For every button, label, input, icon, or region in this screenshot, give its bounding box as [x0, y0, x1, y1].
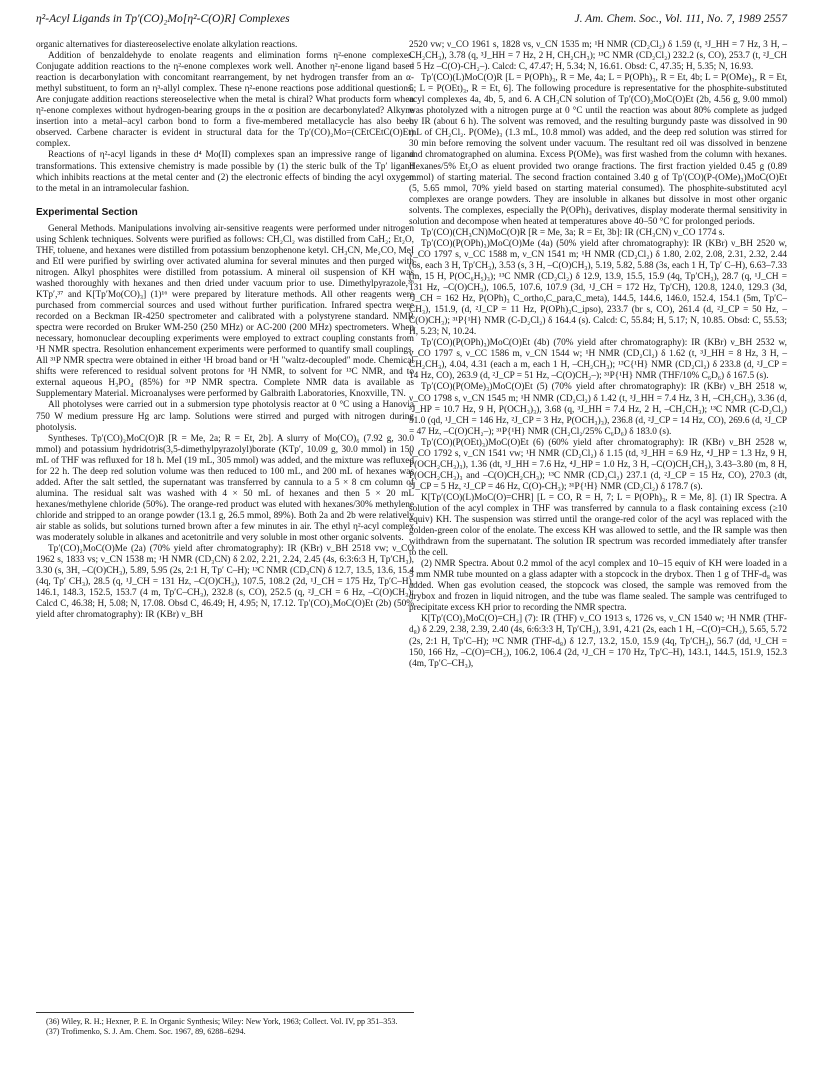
section-title: Experimental Section — [36, 206, 138, 218]
experimental-paragraph: Tp′(CO)₂MoC(O)Me (2a) (70% yield after chromatography): IR (KBr) ν_BH 2518 vw; ν_CO 1962 s, 1833 vs; ν_CN 1538 m; ¹H NMR (CD₃CN) δ 2.02, 2.21, 2.24, 2.45 (4s, 6:3:6:3 H, Tp′CH₃), 3.30 (s, 3H, –C(O)CH₃), 5.89, 5.95 (2s, 2:1 H, Tp′ C–H); ¹³C NMR (CD₃CN) δ 12.7, 13.5, 13.6, 15.4 (4q, Tp′ CH₃), 28.5 (q, ¹J_CH = 131 Hz, –C(O)CH₃), 107.5, 108.2 (2d, ¹J_CH = 175 Hz, Tp′C–H), 146.1, 148.3, 152.5, 153.7 (4 m, Tp′C–CH₃), 232.8 (s, CO), 252.5 (q, ²J_CH = 6 Hz, –C(O)CH₃); Calcd C, 46.38; H, 5.08; N, 17.08. Obsd C, 46.49; H, 4.95; N, 17.12. Tp′(CO)₂MoC(O)Et (2b) (50% yield after chromatography): IR (KBr) ν_BH — [36, 544, 414, 621]
footnotes — [36, 1012, 414, 1036]
body-paragraph: K[Tp′(CO)₂MoC(O)=CH₂] (7): IR (THF) ν_CO 1913 s, 1726 vs, ν_CN 1540 w; ¹H NMR (THF-d₈) δ 2.29, 2.38, 2.39, 2.40 (4s, 6:6:3:3 H, Tp′CH₃), 3.91, 4.21 (2s, each 1 H, –C(O)=CH₂), 5.65, 5.72 (2s, 2:1 H, Tp′C–H); ¹³C NMR (THF-d₈) δ 12.7, 13.2, 15.0, 15.9 (4q, Tp′CH₃), 56.7 (dd, ¹J_CH = 150, 166 Hz, –C(O)=CH₂), 106.2, 106.4 (2d, ¹J_CH = 170 Hz, Tp′C–H), 143.1, 144.5, 151.9, 152.3 (4m, Tp′C–CH₃), — [409, 614, 787, 669]
body-paragraph: Tp′(CO)(P(OPh)₃)MoC(O)Et (4b) (70% yield after chromatography): IR (KBr) ν_BH 2532 w, ν_CO 1797 s, ν_CC 1586 m, ν_CN 1544 w; ¹H NMR (CD₂Cl₂) δ 1.62 (t, ³J_HH = 8 Hz, 3 H, –CH₂CH₃), 4.04, 4.31 (each a m, each 1 H, –CH₂CH₃); ¹³C{¹H} NMR (CD₂Cl₂) δ 233.8 (d, ²J_CP = 14 Hz, CO), 263.9 (d, ²J_CP = 51 Hz, –C(O)CH₂–); ³¹P{¹H} NMR (THF/10% C₆D₆) δ 167.5 (s). — [409, 338, 787, 382]
experimental-paragraph: All photolyses were carried out in a submersion type photolysis reactor at 0 °C using a Hanovia 750 W medium pressure Hg arc lamp. Solutions were stirred and purged with nitrogen during photolysis. — [36, 400, 414, 433]
intro-paragraph: Reactions of η²-acyl ligands in these d⁴ Mo(II) complexes span an impressive range of ligand transformations. This extensive chemistry is made possible by (1) the steric bulk of the Tp′ ligand which inhibits reactions at the metal center and (2) the electronic effects of binding the acyl oxygen to the metal in an intramolecular fashion. — [36, 150, 414, 194]
footnote: (36) Wiley, R. H.; Hexner, P. E. In Organic Synthesis; Wiley: New York, 1963; Collect. Vol. IV, pp 351–353. — [46, 1017, 398, 1026]
body-paragraph: (2) NMR Spectra. About 0.2 mmol of the acyl complex and 10–15 equiv of KH were loaded in a 5 mm NMR tube mounted on a glass adapter with a stopcock in the drybox. Then 1 g of THF-d₈ was added. When gas evolution ceased, the stopcock was closed, the sample was removed from the drybox and frozen in liquid nitrogen, and the tube was flame sealed. The sample was centrifuged to precipitate excess KH prior to recording the NMR spectra. — [409, 559, 787, 614]
intro-paragraph: Addition of benzaldehyde to enolate reagents and elimination forms η²-enone complexes. Conjugate addition reactions to the η²-enone complexes work well. Another η²-enone ligand based reaction is decarbonylation with concomitant rearrangement, by net hydrogen transfer from an α-methyl substituent, to form an η³-allyl complex. These η²-enone reactions pose additional questions. Are conjugate addition reactions stereoselective when the metal is chiral? What products form when η²-enone complexes without hydrogen-bearing groups in the α position are decarbonylated? Alkyne insertion into a metal–acyl carbon bond to form a five-membered metallacycle has also been observed. Carbene character is evident in structural data for the Tp′(CO)₂Mo=(CEtCEtC(O)Et) complex. — [36, 51, 414, 150]
running-header — [36, 12, 787, 28]
footnote: (37) Trofimenko, S. J. Am. Chem. Soc. 1967, 89, 6288–6294. — [46, 1026, 246, 1036]
left-column — [36, 40, 414, 621]
intro-paragraph: organic alternatives for diastereoselective enolate alkylation reactions. — [36, 40, 298, 50]
body-paragraph: Tp′(CO)(CH₃CN)MoC(O)R [R = Me, 3a; R = Et, 3b]: IR (CH₃CN) ν_CO 1774 s. — [421, 227, 725, 238]
header-title: η²-Acyl Ligands in Tp′(CO)₂Mo[η²-C(O)R] Complexes — [36, 12, 290, 25]
body-paragraph: K[Tp′(CO)(L)MoC(O)=CHR] [L = CO, R = H, 7; L = P(OPh)₃, R = Me, 8]. (1) IR Spectra. A solution of the acyl complex in THF was transferred by cannula to a flask containing excess (≥10 equiv) KH. The suspension was stirred until the orange-red color of the acyl was replaced with the golden-green color of the enolate. The excess KH was allowed to settle, and the IR sample was then withdrawn from the supernatant. The solution IR spectrum was recorded immediately after transfer to the cell. — [409, 492, 787, 559]
experimental-paragraph: General Methods. Manipulations involving air-sensitive reagents were performed under nitrogen using Schlenk techniques. Solvents were purified as follows: CH₂Cl₂ was distilled from CaH₂; Et₂O, THF, toluene, and hexanes were distilled from potassium benzophenone ketyl. CH₃CN, Me₂CO, MeI and EtI were purified by swirling over activated alumina for several minutes and then purged with nitrogen. Alkyl phosphites were distilled from potassium. A mineral oil suspension of KH was washed thoroughly with hexanes and then dried under vacuum prior to use. Dimethylpyrazole,³⁶ KTp′,³⁷ and K[Tp′Mo(CO)₃] (1)¹⁶ were prepared by literature methods. All other reagents were purchased from commercial sources and used without further purification. Infrared spectra were recorded on a Beckman IR-4250 spectrometer and calibrated with a polystyrene standard. NMR spectra were recorded on Bruker WM-250 (250 MHz) or AC-200 (200 MHz) spectrometers. When necessary, homonuclear decoupling experiments were employed to extract coupling constants from ¹H NMR spectra. Resolution enhancement experiments were performed to quantify small couplings. All ³¹P NMR spectra were obtained in either ¹H broad band or ¹H "waltz-decoupled" mode. Chemical shifts were referenced to residual solvent protons for ¹H NMR, to solvent for ¹³C NMR, and to external aqueous H₃PO₄ (85%) for ³¹P NMR spectra. Complete NMR data is available as Supplementary Material. Microanalyses were performed by Galbraith Laboratories, Knoxville, TN. — [36, 223, 414, 400]
body-paragraph: 2520 vw; ν_CO 1961 s, 1828 vs, ν_CN 1535 m; ¹H NMR (CD₂Cl₂) δ 1.59 (t, ³J_HH = 7 Hz, 3 H, –CH₂CH₃), 3.78 (q, ³J_HH = 7 Hz, 2 H, CH₂CH₃); ¹³C NMR (CD₂Cl₂) 232.2 (s, CO), 253.7 (t, ²J_CH = 5 Hz –C(O)-CH₂–). Calcd: C, 47.47; H, 5.34; N, 16.61. Obsd: C, 47.35; H, 5.35; N, 16.93. — [409, 40, 787, 73]
body-paragraph: Tp′(CO)(P(OEt)₃)MoC(O)Et (6) (60% yield after chromatography): IR (KBr) ν_BH 2528 w, ν_CO 1792 s, ν_CN 1541 vw; ¹H NMR (CD₂Cl₂) δ 1.15 (td, ³J_HH = 6.9 Hz, ⁴J_HP = 1.3 Hz, 9 H, P(OCH₂CH₃)₃), 1.36 (dt, ³J_HH = 7.6 Hz, ⁴J_HP = 1.0 Hz, 3 H, –C(O)CH₂CH₃), 3.43–3.80 (m, 8 H, P(OCH₂CH₃)₃ and –C(O)CH₂CH₃); ¹³C NMR (CD₂Cl₂) 237.1 (d, ²J_CP = 15 Hz, CO), 270.3 (dt, ²J_CP = 5 Hz, ²J_CP = 46 Hz, C(O)-CH₃); ³¹P{¹H} NMR (CD₂Cl₂) δ 178.7 (s). — [409, 437, 787, 492]
header-journal: J. Am. Chem. Soc., Vol. 111, No. 7, 1989 2557 — [574, 12, 787, 25]
right-column — [409, 40, 787, 670]
body-paragraph: Tp′(CO)(P(OPh)₃)MoC(O)Me (4a) (50% yield after chromatography): IR (KBr) ν_BH 2520 w, ν_CO 1797 s, ν_CC 1588 m, ν_CN 1541 m; ¹H NMR (CD₂Cl₂) δ 1.80, 2.02, 2.08, 2.31, 2.32, 2.44 (6s, each 3 H, Tp′CH₃), 3.53 (s, 3 H, –C(O)CH₃), 5.19, 5.82, 5.88 (3s, each 1 H, Tp′ C–H), 6.63–7.33 (m, 15 H, P(OC₆H₅)₃); ¹³C NMR (CD₂Cl₂) δ 12.9, 13.9, 15.5, 15.9 (4q, Tp′CH₃), 28.7 (q, ¹J_CH = 131 Hz, –C(O)CH₃), 106.5, 107.6, 107.9 (3d, ¹J_CH = 172 Hz, Tp′CH), 120.8, 124.0, 129.3 (3d, ¹J_CH = 162 Hz, P(OPh)₃ C_ortho,C_para,C_meta), 144.5, 144.6, 146.0, 152.4, 154.1 (5m, Tp′C–CH₃), 151.9, (d, ²J_CP = 11 Hz, P(OPh)₃C_ipso), 233.7 (br s, CO), 261.4 (d, ²J_CP = 50 Hz, –C(O)CH₃); ³¹P{¹H} NMR (C-D₂Cl₂) δ 164.4 (s). Calcd: C, 55.84; H, 5.17; N, 10.85. Obsd: C, 55.53; H, 5.23; N, 10.24. — [409, 238, 787, 338]
body-paragraph: Tp′(CO)(P(OMe)₃)MoC(O)Et (5) (70% yield after chromatography): IR (KBr) ν_BH 2518 w, ν_CO 1798 s, ν_CN 1545 m; ¹H NMR (CD₂Cl₂) δ 1.42 (t, ³J_HH = 7.4 Hz, 3 H, –CH₂CH₃), 3.36 (d, ³J_HP = 10.7 Hz, 9 H, P(OCH₃)₃), 3.68 (q, ³J_HH = 7.4 Hz, 2 H, –CH₂CH₃); ¹³C NMR (C-D₂Cl₂) 51.0 (qd, ¹J_CH = 146 Hz, ²J_CP = 3 Hz, P(OCH₃)₃), 236.8 (d, ²J_CP = 14 Hz, CO), 269.6 (d, ²J_CP = 47 Hz, –C(O)CH₂–); ³¹P{¹H} NMR (CH₂Cl₂/25% C₆D₆) δ 183.0 (s). — [409, 382, 787, 437]
body-paragraph: Tp′(CO)(L)MoC(O)R [L = P(OPh)₃, R = Me, 4a; L = P(OPh)₃, R = Et, 4b; L = P(OMe)₃, R = Et, 5; L = P(OEt)₃, R = Et, 6]. The following procedure is representative for the phosphite-substituted acyl complexes 4a, 4b, 5, and 6. A CH₃CN solution of Tp′(CO)₂MoC(O)Et (2b, 4.56 g, 9.00 mmol) was photolyzed with a nitrogen purge at 0 °C until the reaction was about 80% complete as judged by IR (about 6 h). The solvent was removed, and the resulting burgundy paste was dissolved in 90 mL of CH₂Cl₂. P(OMe)₃ (1.3 mL, 10.8 mmol) was added, and the deep red solution was stirred for 30 min before removing the solvent under vacuum. The resultant red oil was dissolved in benzene and chromatographed on alumina. Excess P(OMe)₃ was first washed from the column with hexanes. Hexanes/5% Et₂O as eluent provided two orange fractions. The first fraction yielded 0.45 g (0.89 mmol) of starting material. The second fraction contained 3.40 g of Tp′(CO)(P-(OMe)₃)MoC(O)Et (5, 5.65 mmol, 70% yield based on starting material consumed). The phosphite-substituted acyl complexes are orange powders. They are insoluble in alkanes but dissolve in most other organic solvents. The complexes, especially the P(OPh)₃ derivatives, display moderate thermal sensitivity in solution and decompose when heated at temperatures above 40–50 °C for prolonged periods. — [409, 73, 787, 227]
experimental-paragraph: Syntheses. Tp′(CO)₂MoC(O)R [R = Me, 2a; R = Et, 2b]. A slurry of Mo(CO)₆ (7.92 g, 30.0 mmol) and potassium hydridotris(3,5-dimethylpyrazolyl)borate (KTp′, 10.09 g, 30.0 mmol) in 150 mL of THF was refluxed for 18 h. MeI (19 mL, 305 mmol) was added, and the mixture was refluxed for 22 h. The deep red solution volume was then reduced to 100 mL, and 200 mL of hexanes was added. After the salt settled, the supernatant was transferred by cannula to a 5 × 8 cm column of alumina. The residual salt was washed with 4 × 50 mL of hexanes and then 5 × 20 mL hexanes/methylene chloride (50%). The orange-red product was eluted with hexanes/30% methylene chloride and stripped to an orange powder (13.1 g, 26.5 mmol, 89%). Both 2a and 2b were relatively air stable as solids, but solutions turned brown after a few minutes in air. The ethyl η²-acyl complex was moderately soluble in alkanes and acetonitrile and very soluble in most other organic solvents. — [36, 433, 414, 544]
